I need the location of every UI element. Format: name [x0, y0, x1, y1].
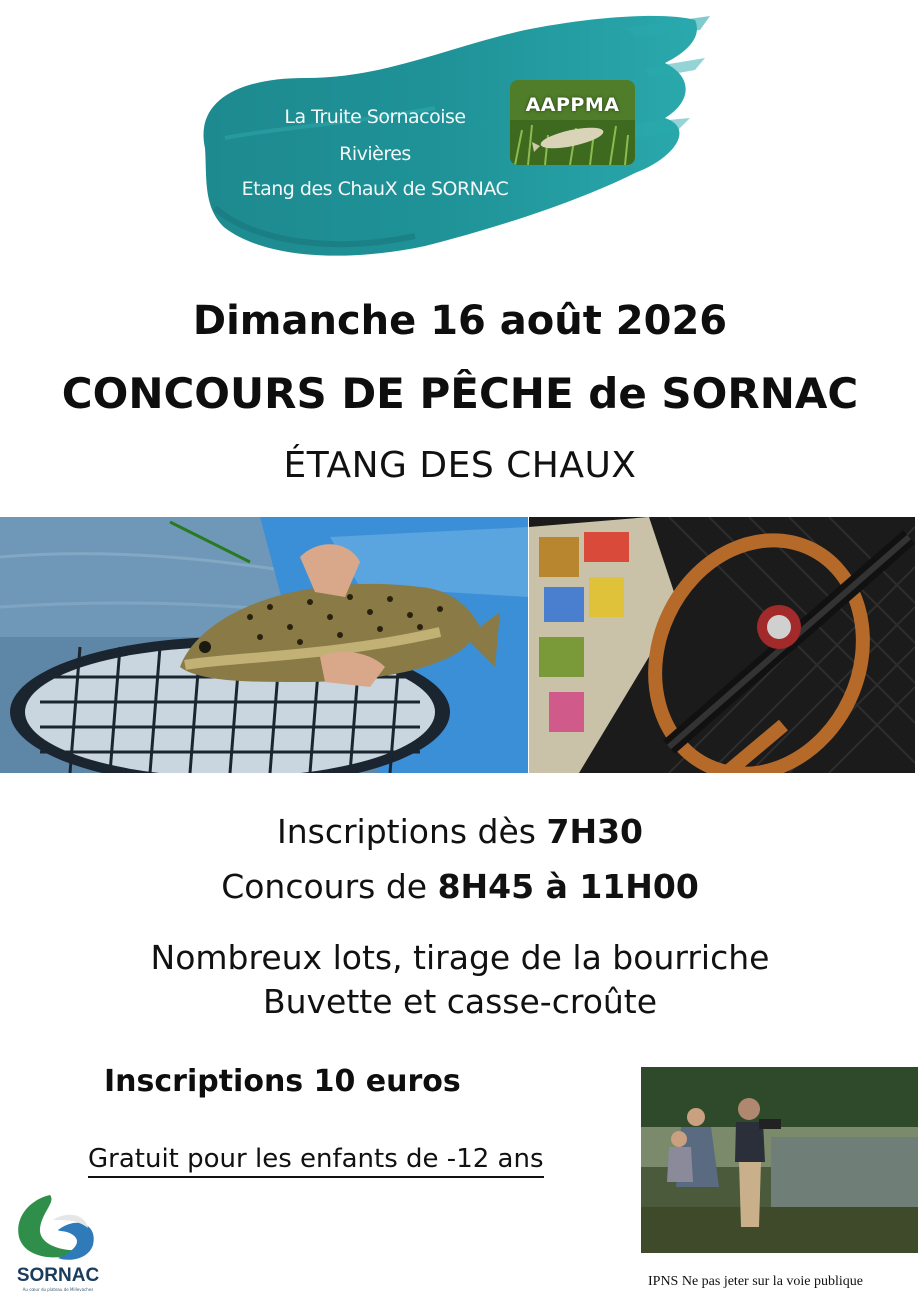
registration-hour: 7H30	[546, 812, 643, 851]
grass-trout-icon	[510, 80, 635, 165]
aappma-badge	[510, 80, 635, 165]
contest-time	[0, 867, 920, 906]
refreshments-text: Buvette et casse-croûte	[262, 982, 658, 1021]
event-title: CONCOURS DE PÊCHE de SORNAC	[61, 369, 859, 418]
sornac-logo-name: SORNAC	[16, 1265, 100, 1286]
sornac-logo-tagline: Au cœur du plateau de Millevaches	[22, 1287, 94, 1292]
prizes-text: Nombreux lots, tirage de la bourriche	[150, 938, 770, 977]
event-date: Dimanche 16 août 2026	[192, 298, 728, 344]
trout-photo	[0, 517, 528, 773]
ipns-notice: IPNS Ne pas jeter sur la voie publique	[648, 1274, 864, 1289]
tackle-photo	[529, 517, 915, 773]
contest-prefix: Concours de	[221, 867, 438, 906]
brush-line-pond: Etang des ChauX de SORNAC	[241, 178, 509, 200]
sornac-logo-icon	[8, 1190, 108, 1265]
registration-time	[0, 812, 920, 851]
event-location: ÉTANG DES CHAUX	[283, 445, 637, 486]
sornac-logo	[8, 1190, 108, 1295]
tackle-photo-icon	[529, 517, 915, 773]
free-for-children: Gratuit pour les enfants de -12 ans	[88, 1143, 544, 1178]
header-logo	[195, 8, 715, 268]
trout-photo-icon	[0, 517, 528, 773]
brush-line-club: La Truite Sornacoise	[284, 106, 466, 128]
brush-stroke-icon	[195, 8, 715, 268]
kids-photo	[641, 1067, 918, 1253]
kids-fishing-photo-icon	[641, 1067, 918, 1253]
registration-prefix: Inscriptions dès	[276, 812, 547, 851]
contest-hours: 8H45 à 11H00	[437, 867, 699, 906]
brush-line-rivers: Rivières	[339, 143, 411, 165]
registration-fee: Inscriptions 10 euros	[104, 1064, 461, 1099]
aappma-label: AAPPMA	[525, 94, 620, 116]
